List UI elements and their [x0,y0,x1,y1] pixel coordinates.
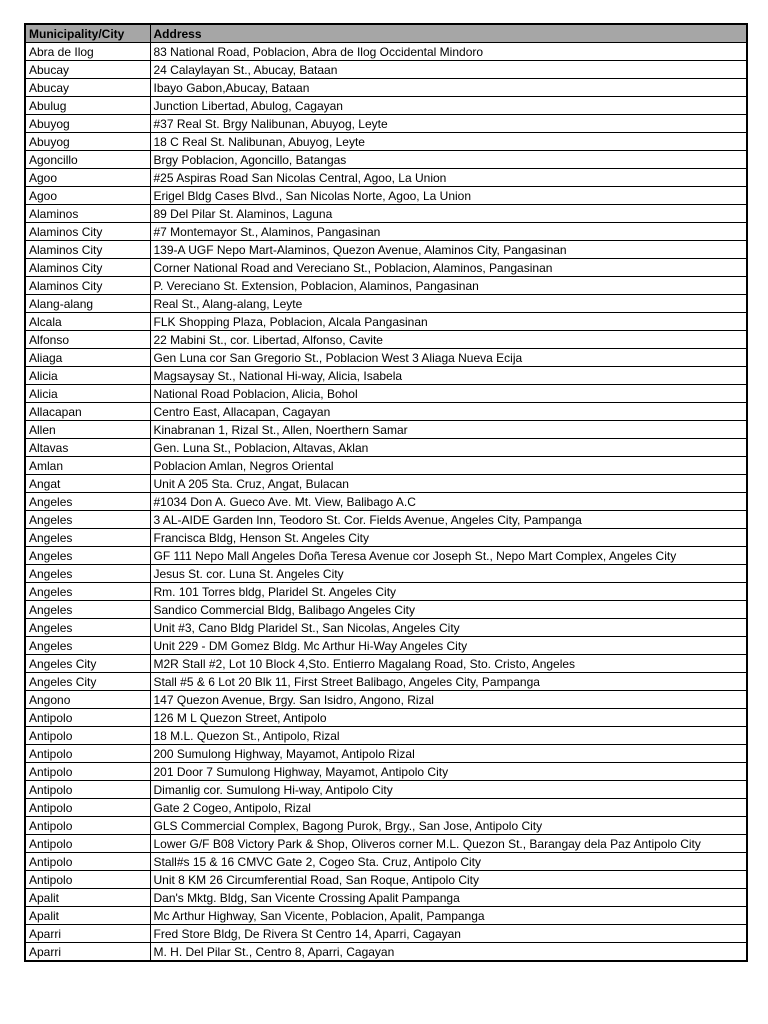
cell-address[interactable]: Unit #3, Cano Bldg Plaridel St., San Nicolas, Angeles City [150,619,747,637]
cell-address[interactable]: Unit 229 - DM Gomez Bldg. Mc Arthur Hi-Way Angeles City [150,637,747,655]
cell-address[interactable]: P. Vereciano St. Extension, Poblacion, Alaminos, Pangasinan [150,277,747,295]
cell-municipality[interactable]: Alaminos City [25,241,150,259]
cell-address[interactable]: Corner National Road and Vereciano St., Poblacion, Alaminos, Pangasinan [150,259,747,277]
table-row [25,547,747,565]
cell-municipality[interactable]: Angeles [25,511,150,529]
cell-municipality[interactable]: Antipolo [25,799,150,817]
cell-municipality[interactable]: Apalit [25,907,150,925]
cell-municipality[interactable]: Apalit [25,889,150,907]
cell-municipality[interactable]: Angeles [25,583,150,601]
cell-municipality[interactable]: Angat [25,475,150,493]
cell-address[interactable]: Centro East, Allacapan, Cagayan [150,403,747,421]
cell-address[interactable]: Gen Luna cor San Gregorio St., Poblacion West 3 Aliaga Nueva Ecija [150,349,747,367]
table-row [25,493,747,511]
table-row [25,817,747,835]
cell-address[interactable]: M2R Stall #2, Lot 10 Block 4,Sto. Entierro Magalang Road, Sto. Cristo, Angeles [150,655,747,673]
table-row [25,745,747,763]
cell-municipality[interactable]: Allen [25,421,150,439]
cell-address[interactable]: Gen. Luna St., Poblacion, Altavas, Aklan [150,439,747,457]
cell-address[interactable]: 18 M.L. Quezon St., Antipolo, Rizal [150,727,747,745]
cell-municipality[interactable]: Antipolo [25,835,150,853]
cell-municipality[interactable]: Alicia [25,367,150,385]
cell-municipality[interactable]: Abra de Ilog [25,43,150,61]
cell-address[interactable]: #7 Montemayor St., Alaminos, Pangasinan [150,223,747,241]
table-row [25,43,747,61]
cell-address[interactable]: Poblacion Amlan, Negros Oriental [150,457,747,475]
cell-municipality[interactable]: Alang-alang [25,295,150,313]
cell-municipality[interactable]: Angeles [25,637,150,655]
cell-municipality[interactable]: Alaminos [25,205,150,223]
cell-address[interactable]: GF 111 Nepo Mall Angeles Doña Teresa Avenue cor Joseph St., Nepo Mart Complex, Angeles City [150,547,747,565]
cell-municipality[interactable]: Abucay [25,61,150,79]
cell-address[interactable]: GLS Commercial Complex, Bagong Purok, Brgy., San Jose, Antipolo City [150,817,747,835]
cell-municipality[interactable]: Antipolo [25,871,150,889]
cell-address[interactable]: Junction Libertad, Abulog, Cagayan [150,97,747,115]
cell-municipality[interactable]: Alaminos City [25,277,150,295]
table-row [25,655,747,673]
table-row [25,871,747,889]
cell-address[interactable]: Dimanlig cor. Sumulong Hi-way, Antipolo City [150,781,747,799]
table-row [25,349,747,367]
table-row [25,943,747,962]
table-row [25,61,747,79]
address-table [24,23,748,962]
cell-address[interactable]: Kinabranan 1, Rizal St., Allen, Noerthern Samar [150,421,747,439]
cell-municipality[interactable]: Alicia [25,385,150,403]
table-row [25,223,747,241]
table-row [25,421,747,439]
table-row [25,295,747,313]
cell-municipality[interactable]: Angeles [25,547,150,565]
cell-address[interactable]: Gate 2 Cogeo, Antipolo, Rizal [150,799,747,817]
cell-address[interactable]: M. H. Del Pilar St., Centro 8, Aparri, Cagayan [150,943,747,962]
cell-address[interactable]: 126 M L Quezon Street, Antipolo [150,709,747,727]
cell-municipality[interactable]: Angeles [25,493,150,511]
table-row [25,781,747,799]
cell-municipality[interactable]: Abuyog [25,133,150,151]
cell-address[interactable]: Jesus St. cor. Luna St. Angeles City [150,565,747,583]
cell-address[interactable]: #37 Real St. Brgy Nalibunan, Abuyog, Leyte [150,115,747,133]
column-header-municipality[interactable]: Municipality/City [25,24,150,43]
cell-municipality[interactable]: Aparri [25,943,150,962]
table-row [25,799,747,817]
column-header-address[interactable]: Address [150,24,747,43]
cell-municipality[interactable]: Angono [25,691,150,709]
cell-address[interactable]: Stall #5 & 6 Lot 20 Blk 11, First Street Balibago, Angeles City, Pampanga [150,673,747,691]
cell-municipality[interactable]: Aparri [25,925,150,943]
cell-municipality[interactable]: Abuyog [25,115,150,133]
cell-municipality[interactable]: Antipolo [25,745,150,763]
table-row [25,313,747,331]
cell-municipality[interactable]: Agoo [25,187,150,205]
cell-address[interactable]: 200 Sumulong Highway, Mayamot, Antipolo Rizal [150,745,747,763]
table-row [25,403,747,421]
table-row [25,151,747,169]
cell-address[interactable]: #25 Aspiras Road San Nicolas Central, Agoo, La Union [150,169,747,187]
cell-address[interactable]: 18 C Real St. Nalibunan, Abuyog, Leyte [150,133,747,151]
table-row [25,385,747,403]
spreadsheet [24,23,746,962]
cell-municipality[interactable]: Angeles [25,529,150,547]
cell-address[interactable]: Stall#s 15 & 16 CMVC Gate 2, Cogeo Sta. Cruz, Antipolo City [150,853,747,871]
cell-municipality[interactable]: Antipolo [25,709,150,727]
cell-municipality[interactable]: Alcala [25,313,150,331]
table-row [25,619,747,637]
table-row [25,529,747,547]
cell-address[interactable]: #1034 Don A. Gueco Ave. Mt. View, Balibago A.C [150,493,747,511]
cell-municipality[interactable]: Abulug [25,97,150,115]
table-row [25,97,747,115]
cell-municipality[interactable]: Angeles City [25,673,150,691]
table-row [25,835,747,853]
cell-address[interactable]: Lower G/F B08 Victory Park & Shop, Oliveros corner M.L. Quezon St., Barangay dela Paz Antipolo City [150,835,747,853]
table-row [25,331,747,349]
cell-municipality[interactable]: Antipolo [25,763,150,781]
cell-municipality[interactable]: Allacapan [25,403,150,421]
cell-municipality[interactable]: Angeles [25,565,150,583]
table-row [25,601,747,619]
cell-address[interactable]: 3 AL-AIDE Garden Inn, Teodoro St. Cor. Fields Avenue, Angeles City, Pampanga [150,511,747,529]
cell-address[interactable]: Unit 8 KM 26 Circumferential Road, San Roque, Antipolo City [150,871,747,889]
table-header [25,24,747,43]
cell-address[interactable]: Brgy Poblacion, Agoncillo, Batangas [150,151,747,169]
cell-municipality[interactable]: Amlan [25,457,150,475]
cell-municipality[interactable]: Agoncillo [25,151,150,169]
cell-address[interactable]: 89 Del Pilar St. Alaminos, Laguna [150,205,747,223]
cell-address[interactable]: FLK Shopping Plaza, Poblacion, Alcala Pangasinan [150,313,747,331]
cell-municipality[interactable]: Alfonso [25,331,150,349]
cell-address[interactable]: 83 National Road, Poblacion, Abra de Ilog Occidental Mindoro [150,43,747,61]
table-row [25,889,747,907]
table-row [25,205,747,223]
table-row [25,187,747,205]
cell-municipality[interactable]: Angeles City [25,655,150,673]
cell-address[interactable]: 22 Mabini St., cor. Libertad, Alfonso, Cavite [150,331,747,349]
cell-municipality[interactable]: Agoo [25,169,150,187]
cell-municipality[interactable]: Antipolo [25,817,150,835]
cell-address[interactable]: 139-A UGF Nepo Mart-Alaminos, Quezon Avenue, Alaminos City, Pangasinan [150,241,747,259]
cell-address[interactable]: Rm. 101 Torres bldg, Plaridel St. Angeles City [150,583,747,601]
cell-address[interactable]: Erigel Bldg Cases Blvd., San Nicolas Norte, Agoo, La Union [150,187,747,205]
table-row [25,637,747,655]
cell-address[interactable]: National Road Poblacion, Alicia, Bohol [150,385,747,403]
table-row [25,115,747,133]
cell-address[interactable]: 147 Quezon Avenue, Brgy. San Isidro, Angono, Rizal [150,691,747,709]
cell-municipality[interactable]: Antipolo [25,727,150,745]
cell-municipality[interactable]: Altavas [25,439,150,457]
table-row [25,673,747,691]
cell-address[interactable]: Mc Arthur Highway, San Vicente, Poblacion, Apalit, Pampanga [150,907,747,925]
cell-municipality[interactable]: Alaminos City [25,223,150,241]
cell-address[interactable]: Dan's Mktg. Bldg, San Vicente Crossing Apalit Pampanga [150,889,747,907]
table-row [25,241,747,259]
table-row [25,565,747,583]
table-row [25,691,747,709]
cell-address[interactable]: 201 Door 7 Sumulong Highway, Mayamot, Antipolo City [150,763,747,781]
table-row [25,277,747,295]
table-row [25,457,747,475]
table-row [25,511,747,529]
table-row [25,169,747,187]
cell-municipality[interactable]: Antipolo [25,853,150,871]
cell-municipality[interactable]: Alaminos City [25,259,150,277]
table-row [25,853,747,871]
cell-address[interactable]: Ibayo Gabon,Abucay, Bataan [150,79,747,97]
cell-municipality[interactable]: Angeles [25,619,150,637]
table-row [25,439,747,457]
table-row [25,907,747,925]
table-row [25,367,747,385]
cell-municipality[interactable]: Antipolo [25,781,150,799]
table-row [25,259,747,277]
header-row [25,24,747,43]
cell-address[interactable]: Unit A 205 Sta. Cruz, Angat, Bulacan [150,475,747,493]
cell-municipality[interactable]: Angeles [25,601,150,619]
table-row [25,475,747,493]
table-row [25,763,747,781]
cell-address[interactable]: Fred Store Bldg, De Rivera St Centro 14, Aparri, Cagayan [150,925,747,943]
cell-address[interactable]: Real St., Alang-alang, Leyte [150,295,747,313]
cell-address[interactable]: Francisca Bldg, Henson St. Angeles City [150,529,747,547]
table-body [25,43,747,962]
table-row [25,133,747,151]
cell-municipality[interactable]: Aliaga [25,349,150,367]
table-row [25,727,747,745]
table-row [25,709,747,727]
table-row [25,79,747,97]
cell-address[interactable]: Sandico Commercial Bldg, Balibago Angeles City [150,601,747,619]
cell-municipality[interactable]: Abucay [25,79,150,97]
table-row [25,925,747,943]
cell-address[interactable]: 24 Calaylayan St., Abucay, Bataan [150,61,747,79]
table-row [25,583,747,601]
cell-address[interactable]: Magsaysay St., National Hi-way, Alicia, Isabela [150,367,747,385]
